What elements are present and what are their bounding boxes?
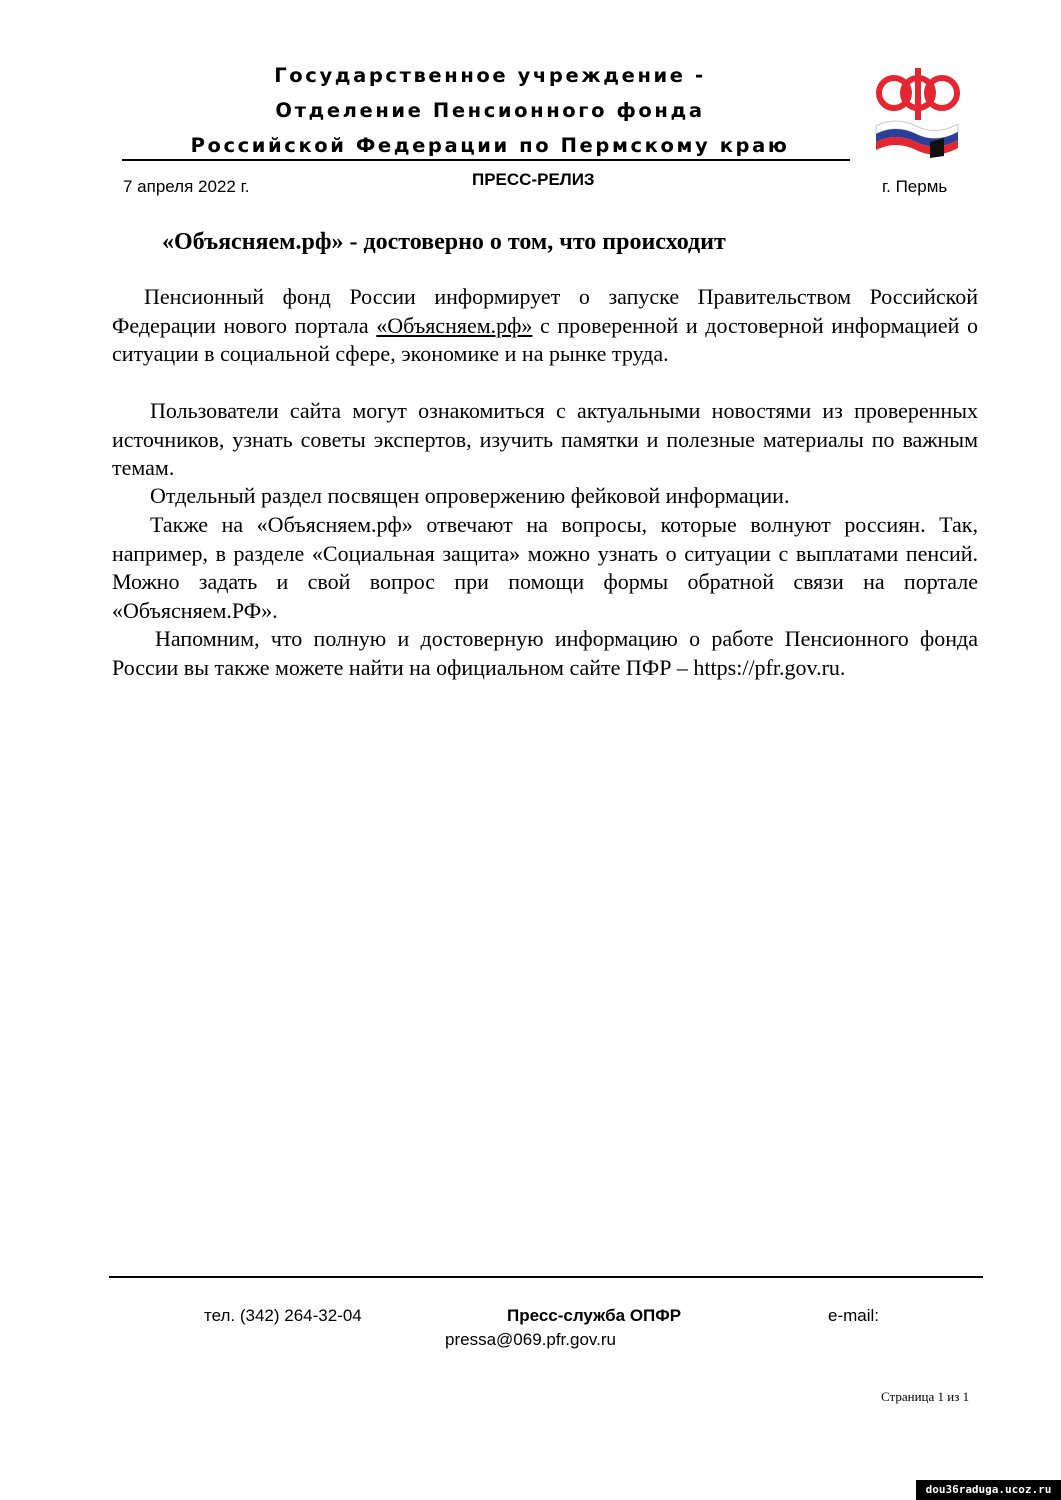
portal-link[interactable]: «Объясняем.рф» bbox=[376, 312, 533, 338]
release-date: 7 апреля 2022 г. bbox=[123, 177, 250, 196]
document-type: ПРЕСС-РЕЛИЗ bbox=[472, 170, 595, 189]
paragraph-3: Отдельный раздел посвящен опровержению фейковой информации. bbox=[150, 483, 790, 508]
footer-email-label: e-mail: bbox=[828, 1306, 880, 1325]
paragraph-4: Также на «Объясняем.рф» отвечают на вопросы, которые волнуют россиян. Так, например, в разделе «Социальная защита» можно узнать о ситуации с выплатами пенсий. Можно задать и свой вопрос при помощи формы обратной связи на портале «Объясняем.РФ». bbox=[112, 512, 978, 623]
page-number: Страница 1 из 1 bbox=[881, 1389, 970, 1404]
article-headline: «Объясняем.рф» - достоверно о том, что происходит bbox=[162, 229, 726, 255]
org-title-line-3: Российской Федерации по Пермскому краю bbox=[190, 134, 790, 157]
org-title-line-1: Государственное учреждение - bbox=[274, 64, 706, 87]
footer-divider bbox=[109, 1276, 983, 1278]
footer-press-service: Пресс-служба ОПФР bbox=[507, 1306, 682, 1325]
pfr-logo-icon bbox=[872, 66, 964, 158]
footer-phone: тел. (342) 264-32-04 bbox=[204, 1306, 362, 1325]
header-divider bbox=[122, 159, 850, 161]
paragraph-2: Пользователи сайта могут ознакомиться с актуальными новостями из проверенных источников, узнать советы экспертов, изучить памятки и полезные материалы по важным темам. bbox=[112, 398, 978, 480]
paragraph-1-text-start: Пенсионный фонд России информирует о запуске Правительством Российской Федерации нового портала bbox=[112, 284, 978, 338]
paragraph-5: Напомним, что полную и достоверную информацию о работе Пенсионного фонда России вы также можете найти на официальном сайте ПФР – https://pfr.gov.ru. bbox=[112, 626, 978, 680]
org-title-line-2: Отделение Пенсионного фонда bbox=[275, 99, 705, 122]
site-watermark: dou36raduga.ucoz.ru bbox=[916, 1480, 1061, 1500]
release-city: г. Пермь bbox=[882, 177, 948, 196]
paragraph-1-text-end: с проверенной и достоверной информацией о ситуации в социальной сфере, экономике и на рынке труда. bbox=[112, 312, 978, 366]
footer-email: pressa@069.pfr.gov.ru bbox=[445, 1330, 616, 1349]
paragraph-1 bbox=[112, 283, 978, 369]
